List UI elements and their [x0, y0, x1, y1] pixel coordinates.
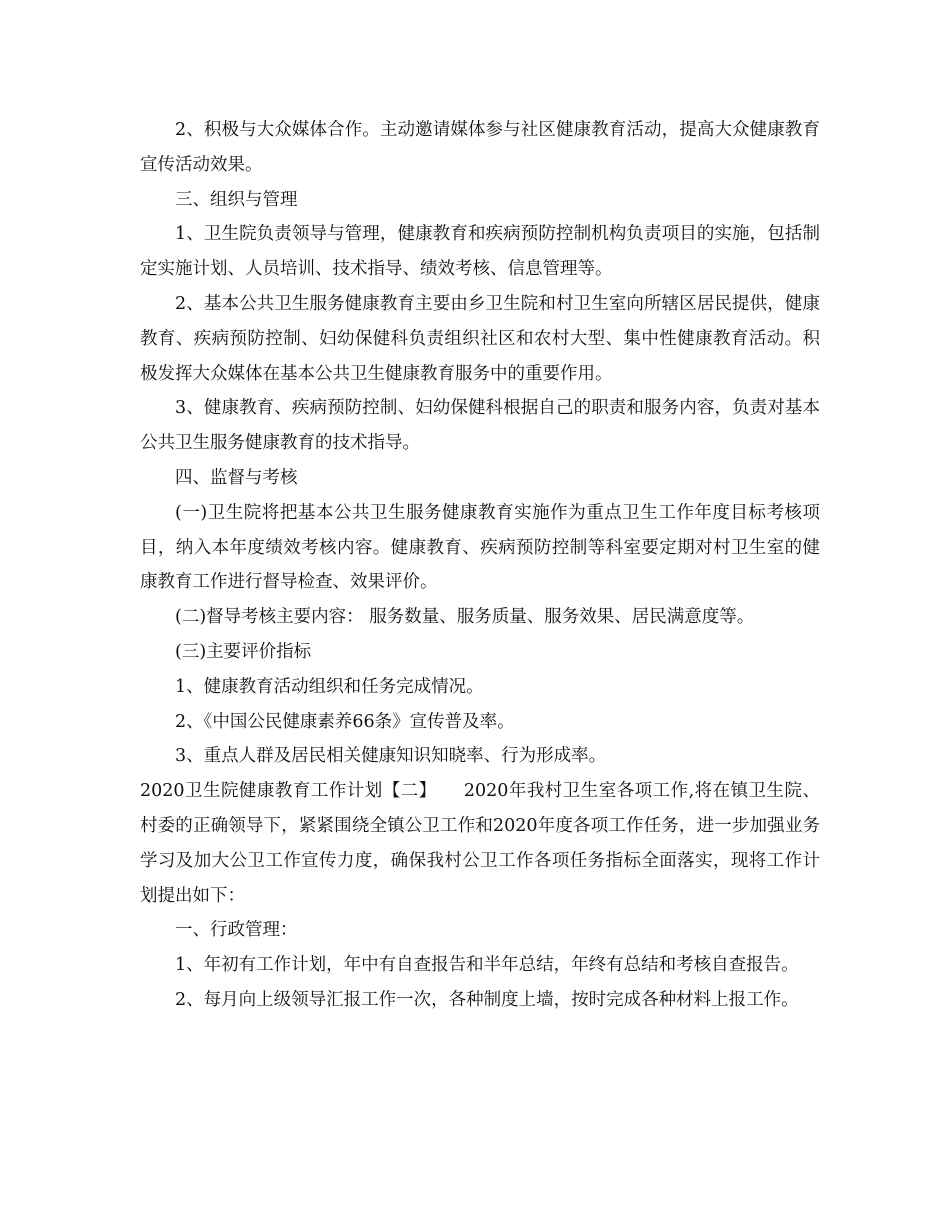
paragraph-plan-two-intro: 2020卫生院健康教育工作计划【二】 2020年我村卫生室各项工作,将在镇卫生院、村委的正确领导下，紧紧围绕全镇公卫工作和2020年度各项工作任务，进一步加强业务学习及加大公卫工作宣传力度，确保我村公卫工作各项任务指标全面落实，现将工作计划提出如下：	[140, 781, 820, 906]
heading-supervision-assessment: 四、监督与考核	[175, 467, 298, 488]
heading-administrative-management: 一、行政管理：	[175, 920, 298, 941]
list-item-admin-2: 2、每月向上级领导汇报工作一次，各种制度上墙，按时完成各种材料上报工作。	[175, 989, 799, 1010]
paragraph-service-provision: 2、基本公共卫生服务健康教育主要由乡卫生院和村卫生室向所辖区居民提供，健康教育、疾病预防控制、妇幼保健科负责组织社区和农村大型、集中性健康教育活动。积极发挥大众媒体在基本公共卫生健康教育服务中的重要作用。	[140, 293, 820, 384]
heading-evaluation-indicators: (三)主要评价指标	[175, 641, 312, 662]
paragraph-hospital-leadership: 1、卫生院负责领导与管理，健康教育和疾病预防控制机构负责项目的实施，包括制定实施计划、人员培训、技术指导、绩效考核、信息管理等。	[140, 224, 820, 280]
heading-organization-management: 三、组织与管理	[175, 189, 298, 210]
paragraph-media-cooperation: 2、积极与大众媒体合作。主动邀请媒体参与社区健康教育活动，提高大众健康教育宣传活动效果。	[140, 120, 820, 175]
list-item-indicator-3: 3、重点人群及居民相关健康知识知晓率、行为形成率。	[175, 746, 607, 767]
paragraph-technical-guidance: 3、健康教育、疾病预防控制、妇幼保健科根据自己的职责和服务内容，负责对基本公共卫生服务健康教育的技术指导。	[140, 398, 820, 454]
paragraph-assessment-item-1: (一)卫生院将把基本公共卫生服务健康教育实施作为重点卫生工作年度目标考核项目，纳入本年度绩效考核内容。健康教育、疾病预防控制等科室要定期对村卫生室的健康教育工作进行督导检查、效果评价。	[140, 502, 820, 593]
list-item-admin-1: 1、年初有工作计划，年中有自查报告和半年总结，年终有总结和考核自查报告。	[175, 955, 799, 976]
list-item-indicator-1: 1、健康教育活动组织和任务完成情况。	[175, 676, 484, 697]
document-body	[140, 113, 820, 1018]
paragraph-assessment-item-2: (二)督导考核主要内容： 服务数量、服务质量、服务效果、居民满意度等。	[175, 607, 755, 628]
list-item-indicator-2: 2、《中国公民健康素养66条》宣传普及率。	[175, 711, 515, 732]
